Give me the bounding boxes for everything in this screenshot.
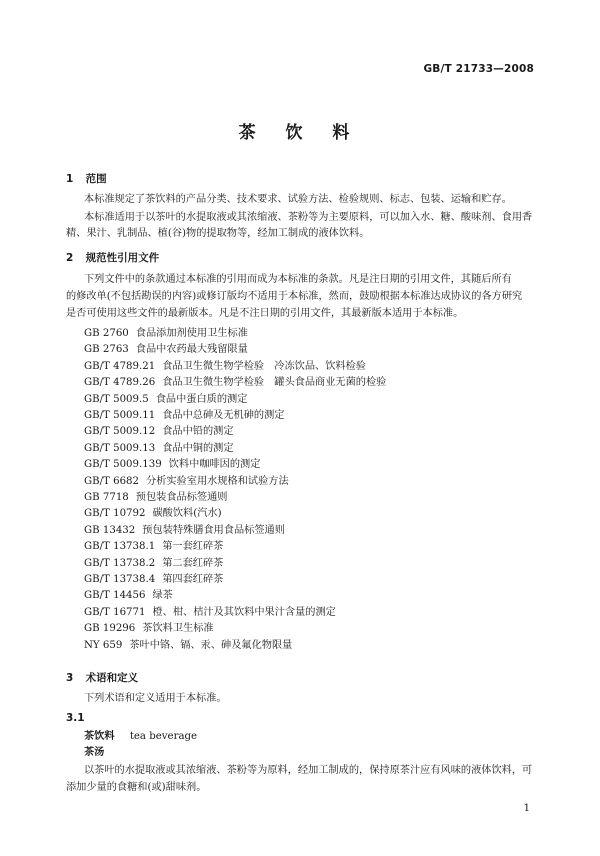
reference-title: 绿茶: [152, 590, 173, 602]
reference-code: GB/T 5009.13: [84, 442, 156, 454]
subsection-number: 3.1: [66, 712, 85, 724]
reference-title: 预包装食品标签通则: [135, 492, 228, 503]
reference-title: 橙、柑、桔汁及其饮料中果汁含量的测定: [152, 606, 336, 618]
section-number: 1: [66, 173, 74, 185]
reference-title: 食品中农药最大残留限量: [135, 344, 248, 356]
reference-item: [84, 504, 222, 519]
reference-code: GB/T 6682: [84, 475, 140, 487]
paragraph: 本标准适用于以茶叶的水提取液或其浓缩液、茶粉等为主要原料，可以加入水、糖、酸味剂、食用香: [84, 212, 533, 223]
reference-item: [84, 406, 284, 421]
reference-title: 饮料中咖啡因的测定: [168, 459, 261, 471]
paragraph: 本标准规定了茶饮料的产品分类、技术要求、试验方法、检验规则、标志、包装、运输和贮存。: [84, 194, 512, 205]
paragraph: 下列文件中的条款通过本标准的引用而成为本标准的条款。凡是注日期的引用文件，其随后所有: [84, 274, 512, 285]
reference-code: GB/T 14456: [84, 590, 146, 602]
alternative-term: 茶汤: [84, 747, 105, 758]
reference-title: 第二套红碎茶: [162, 557, 224, 569]
definition-text: 添加少量的食糖和(或)甜味剂。: [66, 782, 207, 793]
reference-code: GB/T 4789.26: [84, 377, 156, 389]
reference-item: [84, 455, 260, 470]
reference-item: [84, 488, 227, 503]
reference-item: [84, 390, 247, 405]
paragraph: 是否可使用这些文件的最新版本。凡是不注日期的引用文件，其最新版本适用于本标准。: [66, 308, 464, 319]
section-title: 术语和定义: [85, 672, 139, 684]
reference-code: NY 659: [84, 639, 123, 651]
reference-title: 分析实验室用水规格和试验方法: [146, 475, 289, 487]
standard-code: GB/T 21733—2008: [423, 63, 534, 75]
reference-item: [84, 472, 289, 487]
reference-code: GB/T 16771: [84, 606, 146, 618]
reference-item: [84, 373, 386, 388]
reference-title: 茶叶中铬、镉、汞、砷及氟化物限量: [129, 639, 293, 651]
reference-title: 食品添加剂使用卫生标准: [135, 328, 248, 339]
paragraph: 精、果汁、乳制品、植(谷)物的提取物等，经加工制成的液体饮料。: [66, 228, 370, 239]
reference-code: GB 2763: [84, 344, 129, 356]
paragraph: 的修改单(不包括勘误的内容)或修订版均不适用于本标准，然而，鼓励根据本标准达成协议的各方研究: [66, 291, 523, 302]
reference-item: [84, 340, 248, 355]
definition-text: 以茶叶的水提取液或其浓缩液、茶粉等为原料，经加工制成的，保持原茶汁应有风味的液体饮料，可: [84, 765, 533, 776]
reference-item: [84, 324, 248, 339]
reference-title: 食品卫生微生物学检验 罐头食品商业无菌的检验: [162, 377, 387, 389]
section-title: 规范性引用文件: [85, 252, 160, 264]
reference-item: [84, 603, 336, 618]
reference-item: [84, 521, 285, 536]
reference-code: GB/T 5009.139: [84, 459, 162, 471]
reference-item: [84, 439, 234, 454]
reference-item: [84, 586, 173, 601]
paragraph: 下列术语和定义适用于本标准。: [84, 693, 227, 704]
section-number: 2: [66, 252, 74, 264]
reference-item: [84, 357, 366, 372]
reference-code: GB/T 10792: [84, 508, 146, 520]
reference-title: 食品中铅的测定: [162, 426, 234, 438]
reference-title: 食品中蛋白质的测定: [155, 393, 248, 405]
reference-title: 茶饮料卫生标准: [142, 623, 214, 635]
reference-item: [84, 554, 223, 569]
reference-title: 碳酸饮料(汽水): [152, 508, 222, 520]
reference-title: 第一套红碎茶: [162, 541, 224, 553]
reference-code: GB/T 5009.12: [84, 426, 156, 438]
reference-code: GB 2760: [84, 328, 129, 339]
section-1-heading: [66, 171, 107, 186]
reference-title: 食品卫生微生物学检验 冷冻饮品、饮料检验: [162, 360, 366, 372]
reference-item: [84, 619, 214, 634]
reference-code: GB 7718: [84, 492, 129, 503]
reference-title: 食品中铜的测定: [162, 442, 234, 454]
section-number: 3: [66, 672, 74, 684]
document-title: 茶 饮 料: [238, 123, 362, 143]
reference-code: GB/T 13738.1: [84, 541, 156, 553]
reference-title: 第四套红碎茶: [162, 574, 224, 585]
section-3-heading: [66, 670, 138, 685]
reference-item: [84, 422, 234, 437]
reference-code: GB/T 4789.21: [84, 360, 156, 372]
reference-code: GB 19296: [84, 623, 136, 635]
section-title: 范围: [85, 173, 107, 185]
reference-code: GB/T 13738.4: [84, 574, 156, 585]
reference-item: [84, 570, 223, 585]
reference-code: GB/T 5009.11: [84, 410, 156, 421]
page-number: 1: [523, 803, 530, 814]
reference-code: GB 13432: [84, 524, 136, 536]
section-2-heading: [66, 250, 159, 265]
reference-code: GB/T 5009.5: [84, 393, 149, 405]
reference-title: 食品中总砷及无机砷的测定: [162, 410, 285, 421]
term-line: [84, 730, 197, 743]
reference-item: [84, 537, 223, 552]
term-english: tea beverage: [129, 731, 198, 742]
reference-code: GB/T 13738.2: [84, 557, 156, 569]
reference-item: [84, 636, 292, 651]
reference-title: 预包装特殊膳食用食品标签通则: [142, 524, 285, 536]
term-chinese: 茶饮料: [84, 731, 115, 742]
